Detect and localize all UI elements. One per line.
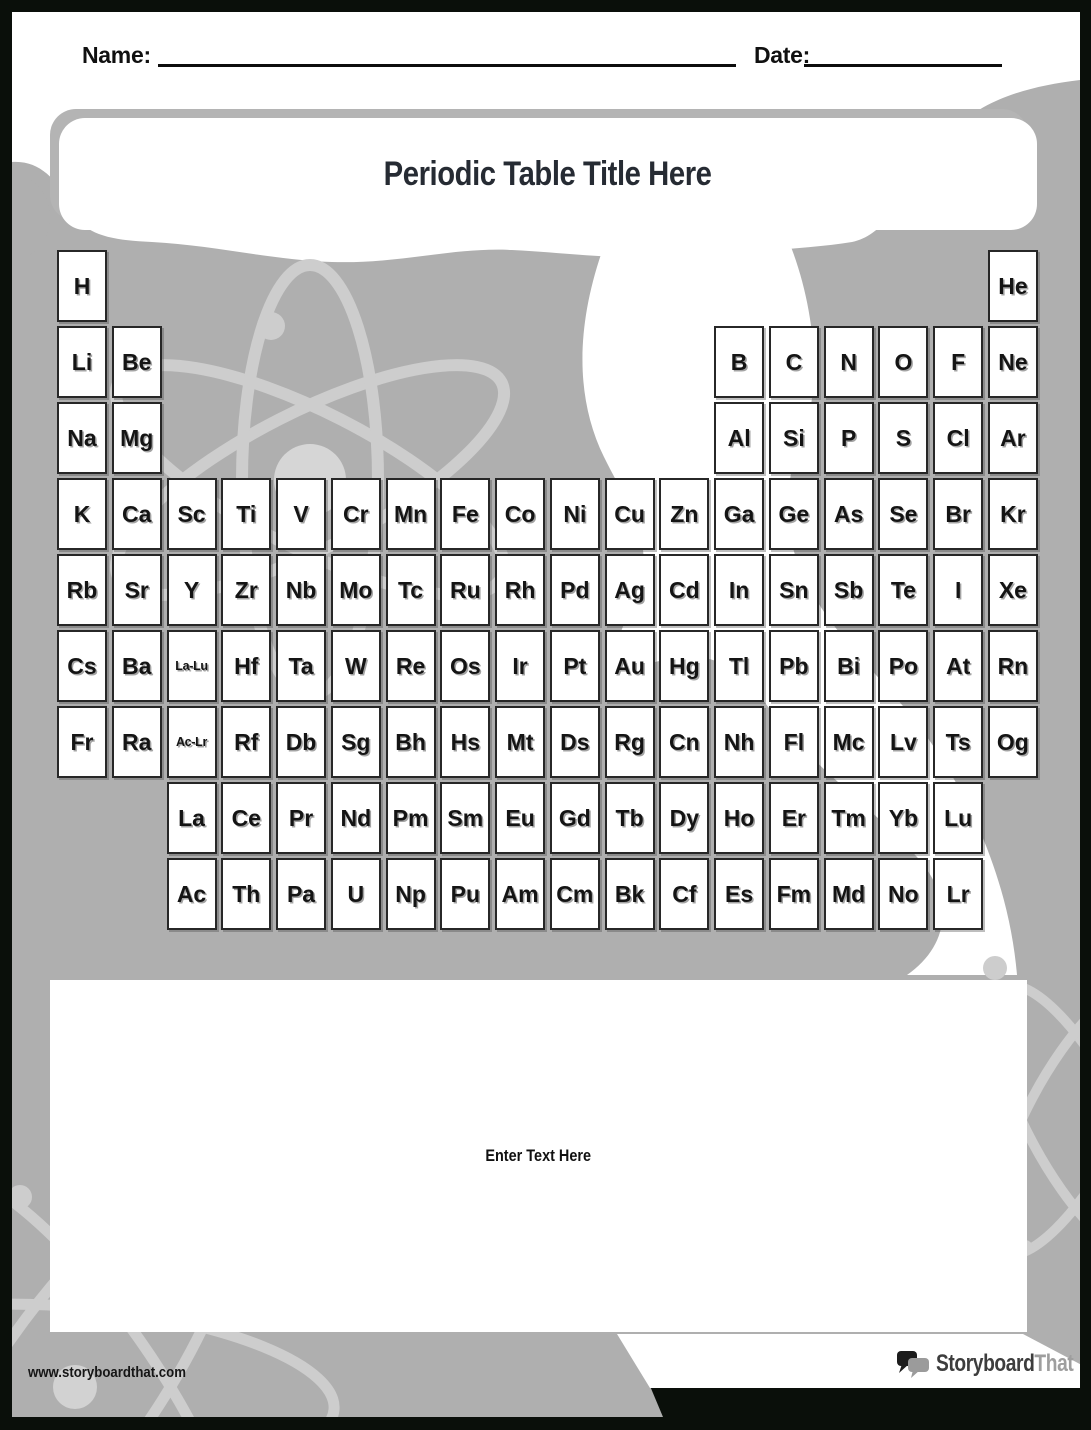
element-cell-sb: Sb (824, 554, 874, 626)
element-cell-o: O (878, 326, 928, 398)
element-cell-fl: Fl (769, 706, 819, 778)
element-cell-zr: Zr (221, 554, 271, 626)
element-cell-nb: Nb (276, 554, 326, 626)
element-cell-b: B (714, 326, 764, 398)
element-cell-rb: Rb (57, 554, 107, 626)
element-cell-ac-lr: Ac-Lr (167, 706, 217, 778)
element-cell-og: Og (988, 706, 1038, 778)
element-cell-f: F (933, 326, 983, 398)
element-cell-ho: Ho (714, 782, 764, 854)
element-cell-tb: Tb (605, 782, 655, 854)
element-cell-ga: Ga (714, 478, 764, 550)
element-cell-ru: Ru (440, 554, 490, 626)
element-cell-rn: Rn (988, 630, 1038, 702)
text-entry-placeholder[interactable]: Enter Text Here (485, 1146, 592, 1165)
element-cell-u: U (331, 858, 381, 930)
element-cell-li: Li (57, 326, 107, 398)
element-cell-tc: Tc (386, 554, 436, 626)
element-cell-mg: Mg (112, 402, 162, 474)
element-cell-md: Md (824, 858, 874, 930)
element-cell-cd: Cd (659, 554, 709, 626)
element-cell-lr: Lr (933, 858, 983, 930)
element-cell-pu: Pu (440, 858, 490, 930)
element-cell-fe: Fe (440, 478, 490, 550)
element-cell-pt: Pt (550, 630, 600, 702)
element-cell-at: At (933, 630, 983, 702)
element-cell-sn: Sn (769, 554, 819, 626)
element-cell-as: As (824, 478, 874, 550)
element-cell-cs: Cs (57, 630, 107, 702)
element-cell-br: Br (933, 478, 983, 550)
element-cell-tm: Tm (824, 782, 874, 854)
element-cell-bh: Bh (386, 706, 436, 778)
element-cell-ta: Ta (276, 630, 326, 702)
element-cell-pb: Pb (769, 630, 819, 702)
logo-text-storyboard: Storyboard (936, 1350, 1035, 1377)
element-cell-bi: Bi (824, 630, 874, 702)
worksheet-title[interactable]: Periodic Table Title Here (384, 154, 712, 193)
element-cell-be: Be (112, 326, 162, 398)
element-cell-ir: Ir (495, 630, 545, 702)
element-cell-cn: Cn (659, 706, 709, 778)
element-cell-ge: Ge (769, 478, 819, 550)
element-cell-al: Al (714, 402, 764, 474)
element-cell-ni: Ni (550, 478, 600, 550)
website-url: www.storyboardthat.com (28, 1364, 186, 1381)
element-cell-er: Er (769, 782, 819, 854)
element-cell-tl: Tl (714, 630, 764, 702)
element-cell-v: V (276, 478, 326, 550)
element-cell-lu: Lu (933, 782, 983, 854)
element-cell-es: Es (714, 858, 764, 930)
element-cell-la: La (167, 782, 217, 854)
element-cell-p: P (824, 402, 874, 474)
element-cell-mn: Mn (386, 478, 436, 550)
element-cell-s: S (878, 402, 928, 474)
worksheet-page (12, 12, 1080, 1417)
element-cell-pd: Pd (550, 554, 600, 626)
element-cell-ds: Ds (550, 706, 600, 778)
element-cell-se: Se (878, 478, 928, 550)
element-cell-sg: Sg (331, 706, 381, 778)
name-write-line (158, 64, 736, 67)
element-cell-cm: Cm (550, 858, 600, 930)
element-cell-yb: Yb (878, 782, 928, 854)
logo-text-that: That (1034, 1350, 1074, 1377)
element-cell-si: Si (769, 402, 819, 474)
logo-text (936, 1350, 1073, 1378)
element-cell-sc: Sc (167, 478, 217, 550)
element-cell-ti: Ti (221, 478, 271, 550)
element-cell-n: N (824, 326, 874, 398)
element-cell-zn: Zn (659, 478, 709, 550)
element-cell-mo: Mo (331, 554, 381, 626)
element-cell-in: In (714, 554, 764, 626)
element-cell-gd: Gd (550, 782, 600, 854)
element-cell-am: Am (495, 858, 545, 930)
element-cell-rh: Rh (495, 554, 545, 626)
element-cell-rf: Rf (221, 706, 271, 778)
element-cell-os: Os (440, 630, 490, 702)
element-cell-ba: Ba (112, 630, 162, 702)
element-cell-hs: Hs (440, 706, 490, 778)
element-cell-hg: Hg (659, 630, 709, 702)
element-cell-fr: Fr (57, 706, 107, 778)
element-cell-w: W (331, 630, 381, 702)
title-box[interactable] (59, 118, 1037, 230)
element-cell-hf: Hf (221, 630, 271, 702)
element-cell-lv: Lv (878, 706, 928, 778)
element-cell-i: I (933, 554, 983, 626)
element-cell-nh: Nh (714, 706, 764, 778)
element-cell-ce: Ce (221, 782, 271, 854)
corner-black-shape (642, 1386, 1080, 1417)
speech-bubbles-logo-icon (896, 1348, 932, 1380)
element-cell-dy: Dy (659, 782, 709, 854)
element-cell-ts: Ts (933, 706, 983, 778)
element-cell-cu: Cu (605, 478, 655, 550)
element-cell-h: H (57, 250, 107, 322)
element-cell-bk: Bk (605, 858, 655, 930)
element-cell-pr: Pr (276, 782, 326, 854)
element-cell-sm: Sm (440, 782, 490, 854)
element-cell-re: Re (386, 630, 436, 702)
element-cell-ra: Ra (112, 706, 162, 778)
element-cell-mt: Mt (495, 706, 545, 778)
element-cell-c: C (769, 326, 819, 398)
element-cell-he: He (988, 250, 1038, 322)
date-write-line (804, 64, 1002, 67)
element-cell-la-lu: La-Lu (167, 630, 217, 702)
element-cell-xe: Xe (988, 554, 1038, 626)
element-cell-cf: Cf (659, 858, 709, 930)
element-cell-y: Y (167, 554, 217, 626)
element-cell-db: Db (276, 706, 326, 778)
element-cell-k: K (57, 478, 107, 550)
element-cell-co: Co (495, 478, 545, 550)
element-cell-ac: Ac (167, 858, 217, 930)
element-cell-rg: Rg (605, 706, 655, 778)
element-cell-th: Th (221, 858, 271, 930)
element-cell-na: Na (57, 402, 107, 474)
element-cell-nd: Nd (331, 782, 381, 854)
element-cell-kr: Kr (988, 478, 1038, 550)
element-cell-mc: Mc (824, 706, 874, 778)
text-entry-box[interactable] (50, 980, 1027, 1332)
element-cell-ar: Ar (988, 402, 1038, 474)
element-cell-sr: Sr (112, 554, 162, 626)
element-cell-no: No (878, 858, 928, 930)
element-cell-pm: Pm (386, 782, 436, 854)
element-cell-ne: Ne (988, 326, 1038, 398)
element-cell-po: Po (878, 630, 928, 702)
element-cell-eu: Eu (495, 782, 545, 854)
element-cell-te: Te (878, 554, 928, 626)
element-cell-cl: Cl (933, 402, 983, 474)
element-cell-pa: Pa (276, 858, 326, 930)
element-cell-ag: Ag (605, 554, 655, 626)
name-label: Name: (82, 42, 151, 68)
element-cell-fm: Fm (769, 858, 819, 930)
storyboardthat-logo (896, 1348, 1080, 1380)
element-cell-cr: Cr (331, 478, 381, 550)
element-cell-ca: Ca (112, 478, 162, 550)
element-cell-np: Np (386, 858, 436, 930)
element-cell-au: Au (605, 630, 655, 702)
date-label: Date: (754, 42, 811, 68)
